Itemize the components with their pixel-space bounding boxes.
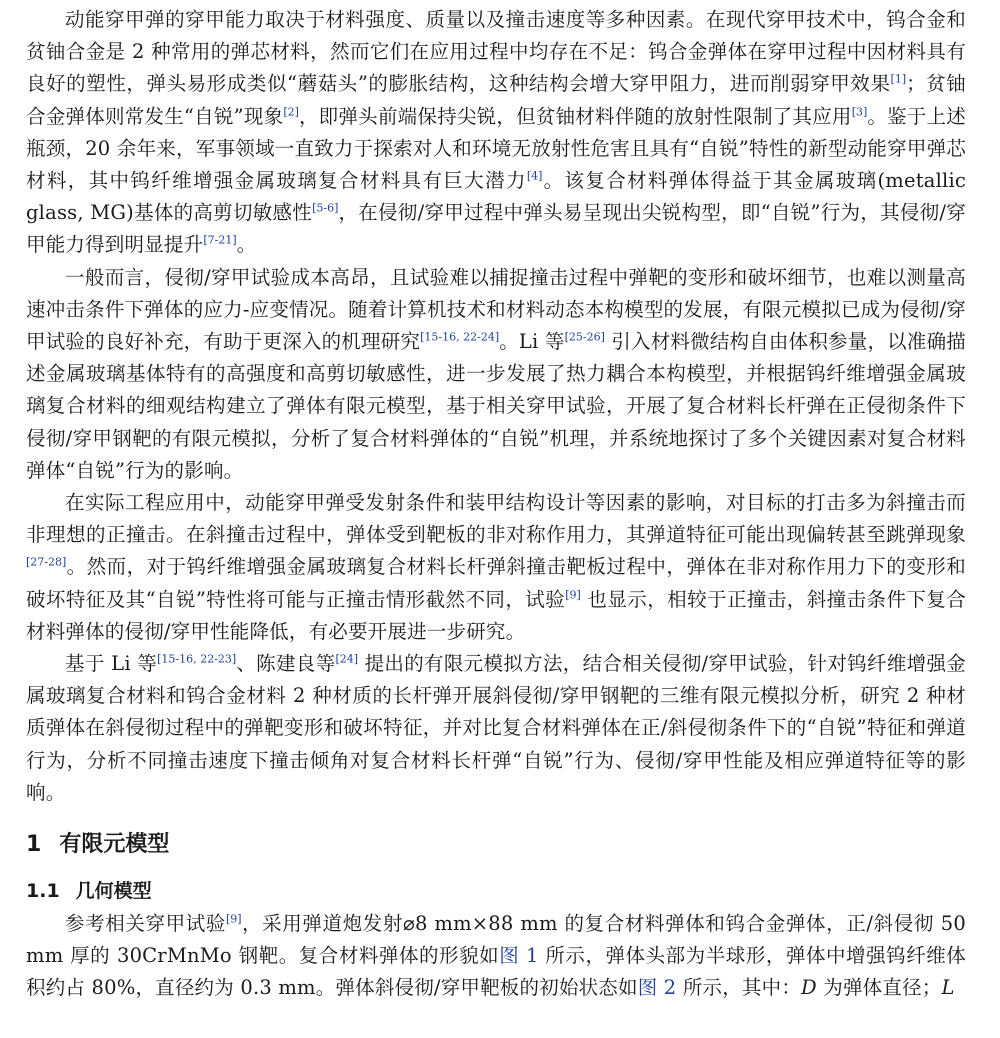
text: ，采用弹道炮发射⌀8 mm×88 mm 的复合材料弹体和钨合金弹体，正/斜侵彻 50 mm 厚的 30CrMnMo 钢靶。复合材料弹体的形貌如 <box>26 912 966 968</box>
text: 。该复合材料弹体得益于其金属玻璃(metallic glass, MG)基体的高剪切敏感性 <box>26 169 966 225</box>
text: ，在侵彻/穿甲过程中弹头易呈现出尖锐构型，即“自锐”行为，其侵彻/穿甲能力得到明显提升 <box>26 201 966 257</box>
subsection-heading <box>26 876 966 906</box>
text: ；贫铀合金弹体则常发生“自锐”现象 <box>26 72 966 128</box>
variable-d: D <box>801 976 817 1000</box>
text: 也显示，相较于正撞击，斜撞击条件下复合材料弹体的侵彻/穿甲性能降低，有必要开展进一步研究。 <box>26 587 966 643</box>
text: 动能穿甲弹的穿甲能力取决于材料强度、质量以及撞击速度等多种因素。在现代穿甲技术中，钨合金和贫铀合金是 2 种常用的弹芯材料，然而它们在应用过程中均存在不足：钨合金弹体在穿甲过程中因材料具有良好的塑性，弹头易形成类似“蘑菇头”的膨胀结构，这种结构会增大穿甲阻力，进而削弱穿甲效果 <box>26 8 966 96</box>
text: 一般而言，侵彻/穿甲试验成本高昂，且试验难以捕捉撞击过程中弹靶的变形和破坏细节，也难以测量高速冲击条件下弹体的应力-应变情况。随着计算机技术和材料动态本构模型的发展，有限元模拟已成为侵彻/穿甲试验的良好补充，有助于更深入的机理研究 <box>26 265 966 354</box>
citation-9[interactable]: [9] <box>565 588 581 602</box>
citation-25-26[interactable]: [25-26] <box>564 330 605 344</box>
section-number: 1 <box>26 832 42 858</box>
citation-1[interactable]: [1] <box>890 72 907 86</box>
text: 。鉴于上述瓶颈，20 余年来，军事领域一直致力于探索对人和环境无放射性危害且具有“自锐”特性的新型动能穿甲弹芯材料，其中钨纤维增强金属玻璃复合材料具有巨大潜力 <box>26 104 966 193</box>
text: 。Li 等 <box>499 330 565 354</box>
subsection-title: 几何模型 <box>75 880 152 903</box>
citation-4[interactable]: [4] <box>526 169 543 183</box>
citation-15-16-22-24[interactable]: [15-16, 22-24] <box>420 330 500 344</box>
text: 参考相关穿甲试验 <box>65 912 226 936</box>
citation-9[interactable]: [9] <box>226 912 242 926</box>
paragraph-1 <box>26 4 966 262</box>
paragraph-5 <box>26 908 966 1005</box>
paragraph-3 <box>26 487 966 648</box>
text: 所示，其中： <box>676 976 802 1000</box>
text: 基于 Li 等 <box>65 652 158 676</box>
text: 为弹体直径； <box>816 976 942 1000</box>
text: 提出的有限元模拟方法，结合相关侵彻/穿甲试验，针对钨纤维增强金属玻璃复合材料和钨合金材料 2 种材质的长杆弹开展斜侵彻/穿甲钢靶的三维有限元模拟分析，研究 2 种材质弹体在斜侵彻过程中的弹靶变形和破坏特征，并对比复合材料弹体在正/斜侵彻条件下的“自锐”特征和弹道行为，分析不同撞击速度下撞击倾角对复合材料长杆弹“自锐”行为、侵彻/穿甲性能及相应弹道特征等的影响。 <box>26 652 966 804</box>
citation-27-28[interactable]: [27-28] <box>26 555 67 569</box>
text: 在实际工程应用中，动能穿甲弹受发射条件和装甲结构设计等因素的影响，对目标的打击多为斜撞击而非理想的正撞击。在斜撞击过程中，弹体受到靶板的非对称作用力，其弹道特征可能出现偏转甚至跳弹现象 <box>26 491 966 547</box>
section-title: 有限元模型 <box>59 832 170 858</box>
figure-2-link[interactable]: 图 2 <box>637 976 677 1000</box>
figure-1-link[interactable]: 图 1 <box>499 944 539 968</box>
citation-7-21[interactable]: [7-21] <box>203 233 237 247</box>
text: ，即弹头前端保持尖锐，但贫铀材料伴随的放射性限制了其应用 <box>298 104 852 128</box>
citation-3[interactable]: [3] <box>851 105 868 119</box>
citation-15-16-22-23[interactable]: [15-16, 22-23] <box>157 652 237 666</box>
paragraph-2 <box>26 262 966 487</box>
subsection-number: 1.1 <box>26 880 60 903</box>
text: 引入材料微结构自由体积参量，以准确描述金属玻璃基体特有的高强度和高剪切敏感性，进一步发展了热力耦合本构模型，并根据钨纤维增强金属玻璃复合材料的细观结构建立了弹体有限元模型，基于相关穿甲试验，开展了复合材料长杆弹在正侵彻条件下侵彻/穿甲钢靶的有限元模拟，分析了复合材料弹体的“自锐”机理，并系统地探讨了多个关键因素对复合材料弹体“自锐”行为的影响。 <box>26 330 966 482</box>
citation-5-6[interactable]: [5-6] <box>312 201 339 215</box>
section-heading <box>26 830 966 860</box>
citation-2[interactable]: [2] <box>283 105 299 119</box>
text: 、陈建良等 <box>236 652 336 676</box>
text: 。 <box>236 233 257 257</box>
paragraph-4 <box>26 648 966 809</box>
citation-24[interactable]: [24] <box>335 652 359 666</box>
text: 。然而，对于钨纤维增强金属玻璃复合材料长杆弹斜撞击靶板过程中，弹体在非对称作用力下的变形和破坏特征及其“自锐”特性将可能与正撞击情形截然不同，试验 <box>26 555 966 611</box>
text: 所示，弹体头部为半球形，弹体中增强钨纤维体积约占 80%，直径约为 0.3 mm。弹体斜侵彻/穿甲靶板的初始状态如 <box>26 944 966 1000</box>
variable-l: L <box>941 976 955 1000</box>
